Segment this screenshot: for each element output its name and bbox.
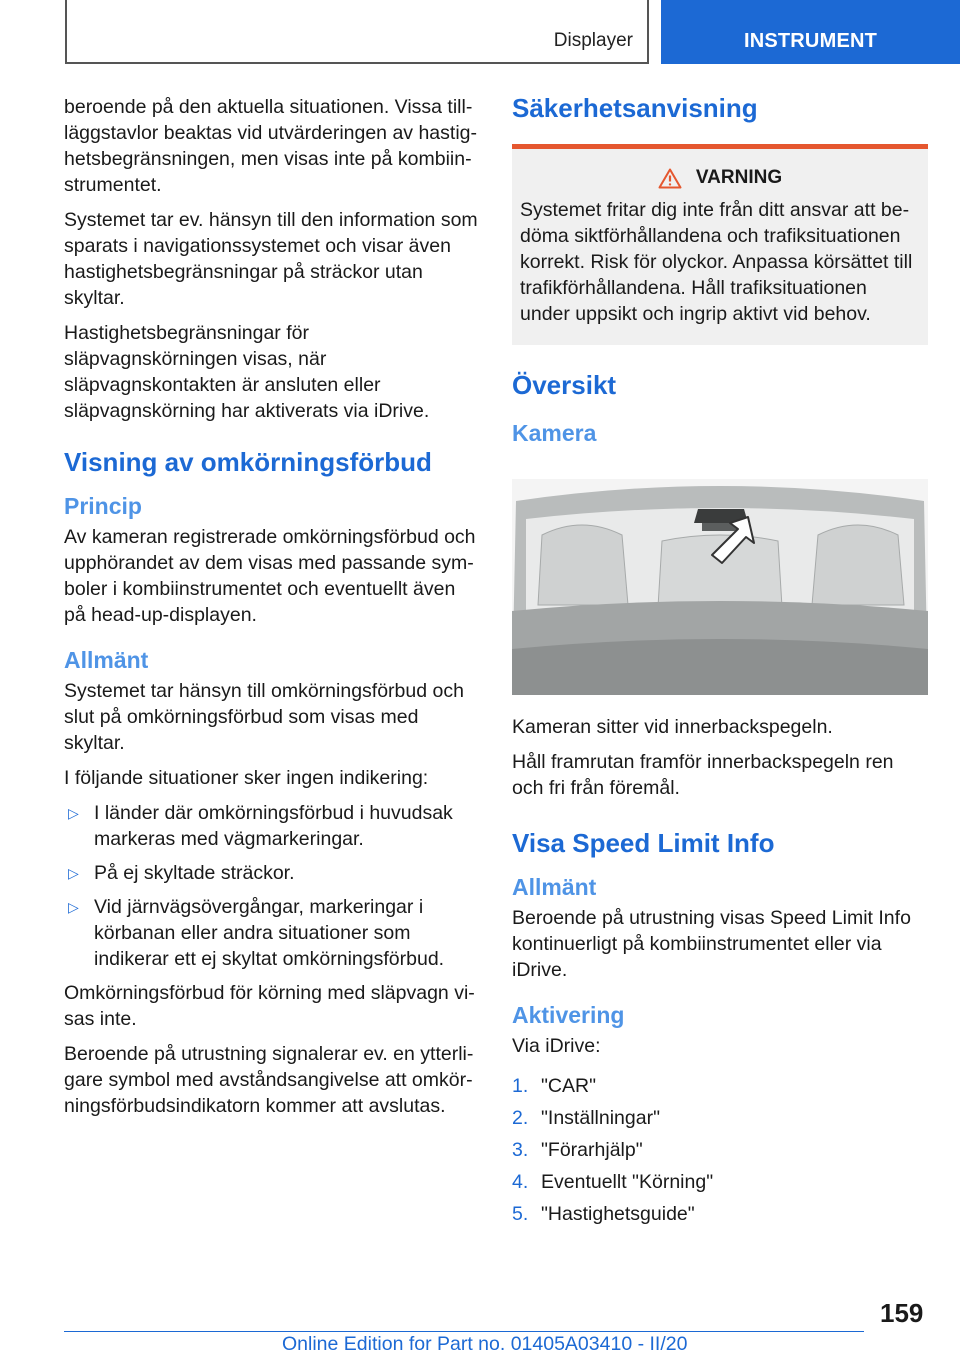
step-item: 1. "CAR": [512, 1075, 597, 1097]
triangle-bullet-icon: ▷: [68, 865, 79, 881]
right-column: [512, 92, 928, 1233]
step-item: 4. Eventuellt "Körning": [512, 1171, 714, 1193]
paragraph: Kameran sitter vid innerbackspegeln.: [512, 716, 833, 738]
paragraph: Beroende på utrustning signalerar ev. en ytterligare symbol med avståndsangivelse att omkörningsförbudsindikatorn kommer att avslutas.: [64, 1043, 474, 1117]
paragraph: Hastighetsbegränsningar för släpvagnskörningen visas, när släpvagnskontakten är ansluten eller släpvagnskörning har aktiverats via iDrive.: [64, 322, 430, 422]
header-chapter-tab: INSTRUMENT: [661, 0, 960, 64]
step-item: 3. "Förarhjälp": [512, 1139, 643, 1161]
footer-divider: [64, 1331, 864, 1332]
section-heading-speed-limit-info: Visa Speed Limit Info: [512, 828, 775, 858]
paragraph: beroende på den aktuella situationen. Vissa tillläggstavlor beaktas vid utvärderingen av hastighetsbegränsningen, men visas inte på kombiinstrumentet.: [64, 96, 477, 196]
list-item: ▷ I länder där omkörningsförbud i huvudsak markeras med vägmarkeringar.: [68, 802, 453, 850]
section-heading-overview: Översikt: [512, 370, 617, 400]
header-section-box: [65, 0, 649, 64]
paragraph: Beroende på utrustning visas Speed Limit Info kontinuerligt på kombiinstrumentet eller via iDrive.: [512, 907, 911, 981]
header-section-label: Displayer: [553, 30, 633, 51]
triangle-bullet-icon: ▷: [68, 805, 79, 821]
paragraph: Systemet tar hänsyn till omkörningsförbud och slut på omkörningsförbud som visas med skyltar.: [64, 680, 464, 754]
left-column: [64, 94, 480, 1128]
subheading-general: Allmänt: [64, 647, 149, 673]
paragraph: Via iDrive:: [512, 1035, 601, 1057]
paragraph: I följande situationer sker ingen indikering:: [64, 767, 429, 789]
paragraph: Håll framrutan framför innerbackspegeln ren och fri från föremål.: [512, 751, 894, 799]
subheading-general-right: Allmänt: [512, 874, 597, 900]
triangle-bullet-icon: ▷: [68, 899, 79, 915]
camera-location-illustration: [512, 479, 928, 695]
section-heading-overtaking: Visning av omkörningsförbud: [64, 447, 432, 477]
paragraph: Omkörningsförbud för körning med släpvagn visas inte.: [64, 982, 475, 1030]
subheading-principle: Princip: [64, 493, 142, 519]
warning-text: Systemet fritar dig inte från ditt ansvar att bedöma siktförhållandena och trafiksituationen korrekt. Risk för olyckor. Anpassa körsättet till trafikförhållandena. Håll trafiksituationen under uppsikt och ingrip aktivt vid behov.: [520, 199, 913, 325]
subheading-camera: Kamera: [512, 420, 597, 446]
activation-steps: [512, 1073, 928, 1227]
list-item: ▷ Vid järnvägsövergångar, markeringar i körbanan eller andra situationer som indikerar ett ej skyltat omkörningsförbud.: [68, 896, 445, 970]
footer-edition-link[interactable]: Online Edition for Part no. 01405A03410 - II/20: [282, 1333, 688, 1355]
bullet-list: [64, 800, 480, 972]
list-item: ▷ På ej skyltade sträckor.: [68, 862, 295, 884]
step-item: 2. "Inställningar": [512, 1107, 660, 1129]
warning-box: [512, 144, 928, 345]
paragraph: Systemet tar ev. hänsyn till den information som sparats i navigationssystemet och visar även hastighetsbegränsningar på sträckor utan skyltar.: [64, 209, 478, 309]
subheading-activation: Aktivering: [512, 1002, 625, 1028]
warning-triangle-icon: [658, 168, 682, 189]
page-number: 159: [880, 1298, 924, 1328]
warning-header: [520, 165, 920, 191]
step-item: 5. "Hastighetsguide": [512, 1203, 695, 1225]
paragraph: Av kameran registrerade omkörningsförbud och upphörandet av dem visas med passande symboler i kombiinstrumentet och eventuellt även på head-up-displayen.: [64, 526, 476, 626]
section-heading-safety: Säkerhetsanvisning: [512, 93, 758, 123]
warning-title: VARNING: [695, 167, 783, 188]
